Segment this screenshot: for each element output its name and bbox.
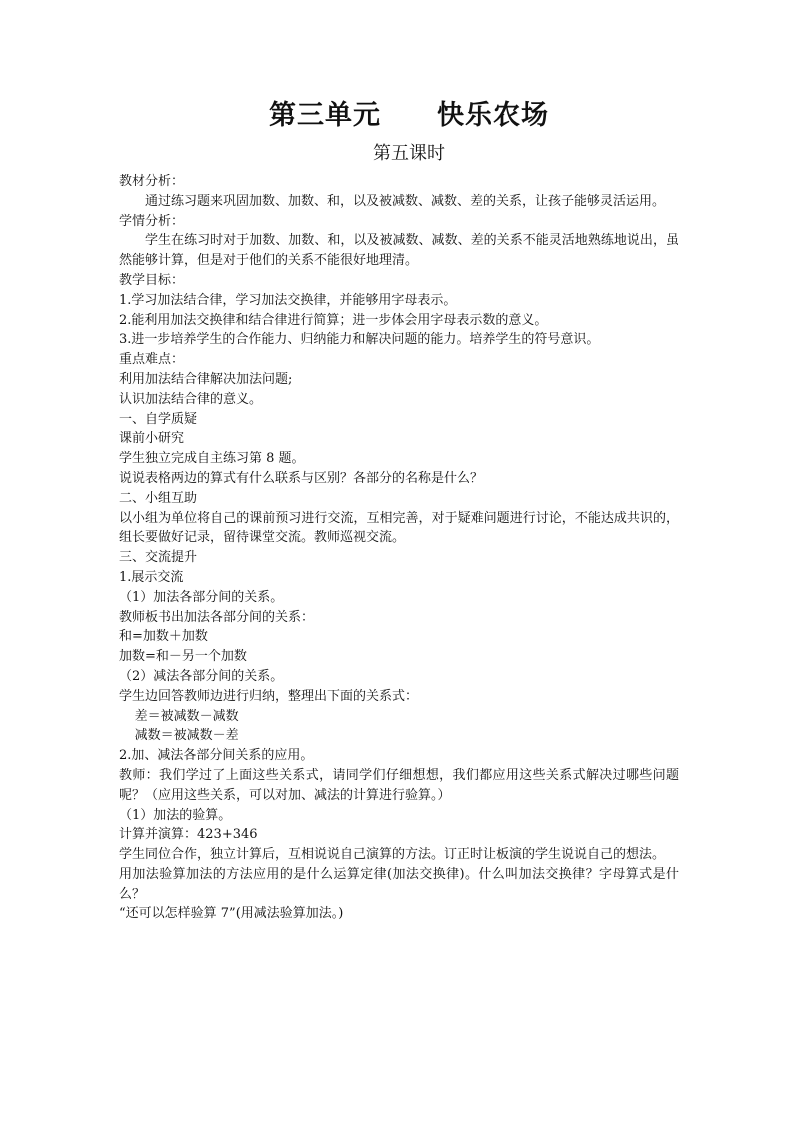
paragraph: 2.加、减法各部分间关系的应用。: [119, 748, 314, 764]
paragraph: （2）减法各部分间的关系。: [119, 668, 284, 684]
paragraph: 通过练习题来巩固加数、加数、和，以及被减数、减数、差的关系，让孩子能够灵活运用。: [145, 193, 666, 209]
paragraph: 二、小组互助: [119, 490, 198, 506]
paragraph: 学生在练习时对于加数、加数、和，以及被减数、减数、差的关系不能灵活地熟练地说出，虽然能够计算，但是对于他们的关系不能很好地理清。: [119, 233, 679, 269]
paragraph: 差＝被减数－减数: [134, 708, 239, 724]
paragraph: （1）加法各部分间的关系。: [119, 589, 284, 605]
paragraph: 教材分析：: [119, 174, 185, 189]
paragraph: 2.能利用加法交换律和结合律进行简算；进一步体会用字母表示数的意义。: [119, 312, 548, 328]
paragraph: 减数＝被减数－差: [134, 728, 239, 744]
paragraph: 计算并演算：423+346: [119, 827, 258, 843]
document-page: [119, 96, 679, 924]
paragraph: 和=加数＋加数: [119, 629, 208, 645]
paragraph: 三、交流提升: [119, 550, 198, 566]
paragraph: “还可以怎样验算 7”(用减法验算加法。): [119, 906, 344, 922]
paragraph: （1）加法的验算。: [119, 807, 232, 823]
document-body: [119, 172, 679, 924]
paragraph: 3.进一步培养学生的合作能力、归纳能力和解决问题的能力。培养学生的符号意识。: [119, 332, 600, 348]
paragraph: 学生边回答教师边进行归纳，整理出下面的关系式：: [119, 688, 419, 704]
paragraph: 用加法验算加法的方法应用的是什么运算定律(加法交换律)。什么叫加法交换律？字母算式是什么？: [119, 866, 679, 902]
paragraph: 重点难点：: [119, 352, 185, 368]
paragraph: 1.展示交流: [119, 569, 184, 585]
paragraph: 认识加法结合律的意义。: [119, 391, 263, 407]
page-subtitle: 第五课时: [373, 143, 445, 164]
paragraph: 学生独立完成自主练习第 8 题。: [119, 451, 305, 467]
paragraph: 以小组为单位将自己的课前预习进行交流，互相完善，对于疑难问题进行讨论，不能达成共识的，组长要做好记录，留待课堂交流。教师巡视交流。: [119, 510, 679, 546]
paragraph: 教学目标：: [119, 272, 185, 288]
paragraph: 加数=和－另一个加数: [119, 649, 247, 665]
paragraph: 学生同位合作，独立计算后，互相说说自己演算的方法。订正时让板演的学生说说自己的想法。: [119, 847, 666, 863]
page-title: 第三单元 快乐农场: [269, 100, 549, 131]
paragraph: 课前小研究: [119, 431, 185, 447]
paragraph: 教师：我们学过了上面这些关系式，请同学们仔细想想，我们都应用这些关系式解决过哪些问题呢？（应用这些关系，可以对加、减法的计算进行验算。）: [119, 767, 679, 803]
paragraph: 1.学习加法结合律，学习加法交换律，并能够用字母表示。: [119, 292, 457, 308]
paragraph: 教师板书出加法各部分间的关系：: [119, 609, 315, 625]
paragraph: 一、自学质疑: [119, 411, 198, 427]
paragraph: 学情分析：: [119, 213, 185, 229]
paragraph: 说说表格两边的算式有什么联系与区别？各部分的名称是什么？: [119, 470, 484, 486]
paragraph: 利用加法结合律解决加法问题;: [119, 371, 293, 387]
